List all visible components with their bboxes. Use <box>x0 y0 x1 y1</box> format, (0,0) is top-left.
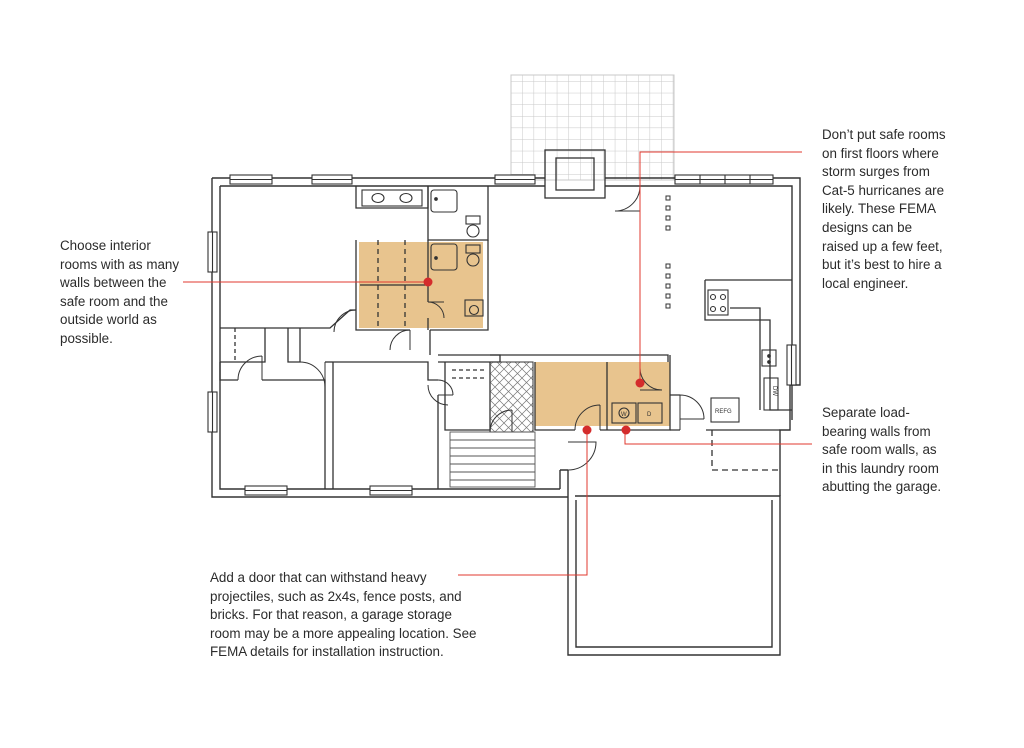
annotation-load-bearing-walls: Separate load- bearing walls from safe room walls, as in this laundry room abutting the garage. <box>822 405 942 495</box>
annotation-storm-surge: Don’t put safe rooms on first floors where storm surges from Cat-5 hurricanes are likely. These FEMA designs can be raised up a few feet, but it’s best to hire a local engineer. <box>822 127 946 291</box>
refrigerator-label: REFG <box>715 409 732 415</box>
dishwasher-label: DW <box>771 386 777 396</box>
annotation-door: Add a door that can withstand heavy projectiles, such as 2x4s, fence posts, and bricks. For that reason, a garage storage room may be a more appealing location. See FEMA details for installation instruction. <box>210 570 477 660</box>
dryer-label: D <box>647 412 652 418</box>
callout-dot-loadbearing <box>622 426 631 435</box>
callout-dot-interior <box>424 278 433 287</box>
windows <box>208 175 796 495</box>
washer-label: W <box>621 412 627 418</box>
dashed-markers <box>666 196 670 308</box>
annotation-interior-rooms: Choose interior rooms with as many walls between the safe room and the outside world as possible. <box>60 238 180 346</box>
patio-tiles <box>511 75 674 180</box>
callout-dot-door <box>583 426 592 435</box>
callout-dot-surge <box>636 379 645 388</box>
stair-and-vestibule <box>450 362 535 487</box>
